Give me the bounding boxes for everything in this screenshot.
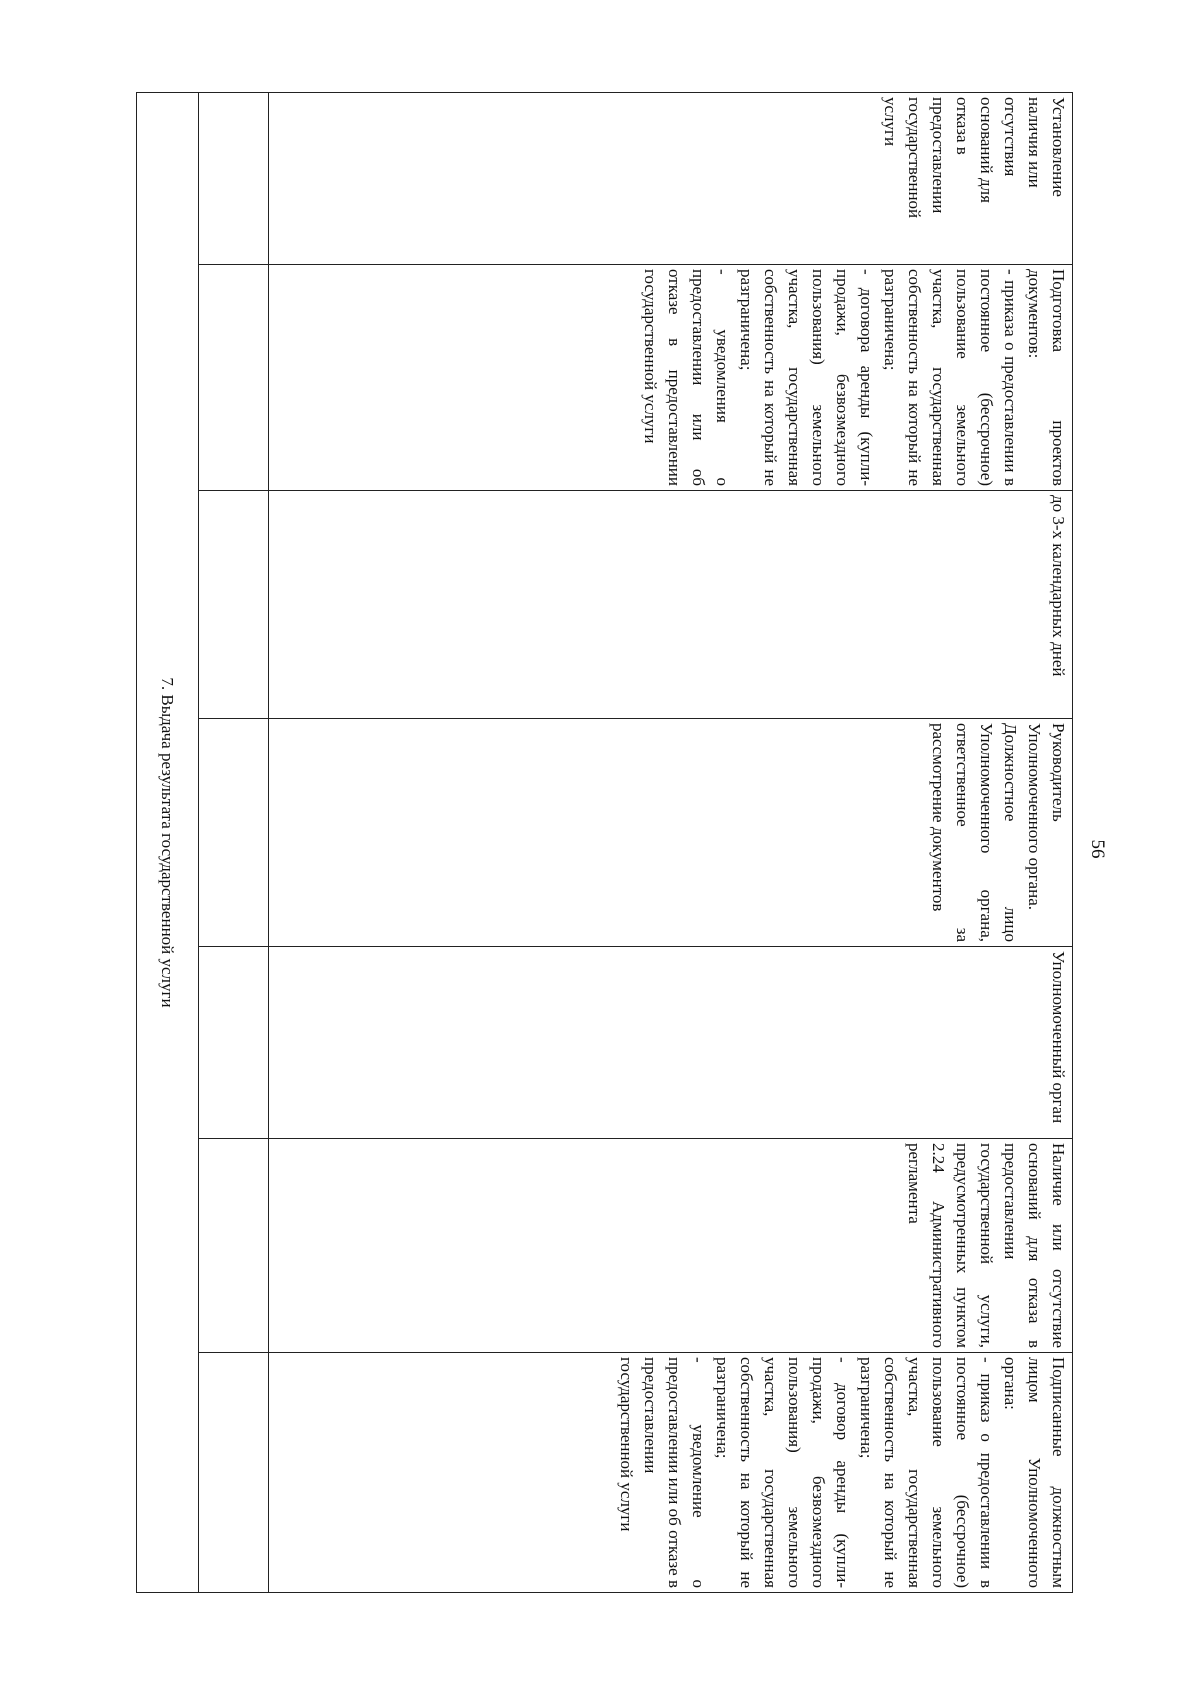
empty-cell xyxy=(199,265,269,491)
page-number: 56 xyxy=(1087,839,1108,859)
procedure-name-line: услуги xyxy=(881,97,900,147)
section-row xyxy=(137,93,199,1593)
action-cell xyxy=(269,265,1073,491)
empty-cell xyxy=(199,719,269,947)
empty-cell xyxy=(199,491,269,719)
result-line: - приказ о предоставлении в постоянное (бессрочное) пользование земельного участка, государственная собственность на который не разграничена; xyxy=(857,1357,996,1588)
deadline-text: до 3-х календарных дней xyxy=(1049,495,1068,677)
procedure-name-line: отказа в xyxy=(953,97,972,155)
rotated-table-sheet xyxy=(137,92,1073,1592)
responsible-cell xyxy=(269,719,1073,947)
action-line: Подготовка проектов документов: xyxy=(1025,269,1068,486)
empty-cell xyxy=(199,1353,269,1593)
place-cell xyxy=(269,947,1073,1139)
criteria-text: Наличие или отсутствие оснований для отказа в предоставлении государственной услуги, предусмотренных пунктом 2.24 Административного регламента xyxy=(905,1143,1068,1348)
empty-cell xyxy=(199,1139,269,1353)
procedure-name-line: государственной xyxy=(905,97,924,219)
place-text: Уполномоченный орган xyxy=(1049,951,1068,1124)
action-line: - договора аренды (купли-продажи, безвозмездного пользования) земельного участка, государственная собственность на который не разграничена; xyxy=(737,269,876,486)
result-line: Подписанные должностным лицом Уполномоченного органа: xyxy=(1001,1357,1068,1588)
responsible-line: Руководитель Уполномоченного органа. xyxy=(1025,723,1068,910)
procedure-table xyxy=(136,92,1073,1593)
procedure-name-cell xyxy=(269,93,1073,265)
empty-cell xyxy=(199,947,269,1139)
procedure-name-line: отсутствия xyxy=(1001,97,1020,177)
result-line: - договор аренды (купли-продажи, безвозмездного пользования) земельного участка, государственная собственность на который не разграничена; xyxy=(713,1357,852,1588)
table-row-empty xyxy=(199,93,269,1593)
section-title: 7. Выдача результата государственной услуги xyxy=(137,93,199,1593)
responsible-line: Должностное лицо Уполномоченного органа, ответственное за рассмотрение документов xyxy=(929,723,1020,942)
procedure-name-line: наличия или xyxy=(1025,97,1044,188)
result-cell xyxy=(269,1353,1073,1593)
action-line: - уведомления о предоставлении или об отказе в предоставлении государственной услуги xyxy=(641,269,732,486)
empty-cell xyxy=(199,93,269,265)
procedure-name-line: предоставлении xyxy=(929,97,948,214)
procedure-name-line: Установление xyxy=(1049,97,1068,197)
action-line: - приказа о предоставлении в постоянное (бессрочное) пользование земельного участка, государственная собственность на который не разграничена; xyxy=(881,269,1020,486)
deadline-cell xyxy=(269,491,1073,719)
result-line: - уведомление о предоставлении или об отказе в предоставлении государственной услуги xyxy=(617,1357,708,1588)
procedure-name-line: оснований для xyxy=(977,97,996,203)
criteria-cell xyxy=(269,1139,1073,1353)
table-row xyxy=(269,93,1073,1593)
